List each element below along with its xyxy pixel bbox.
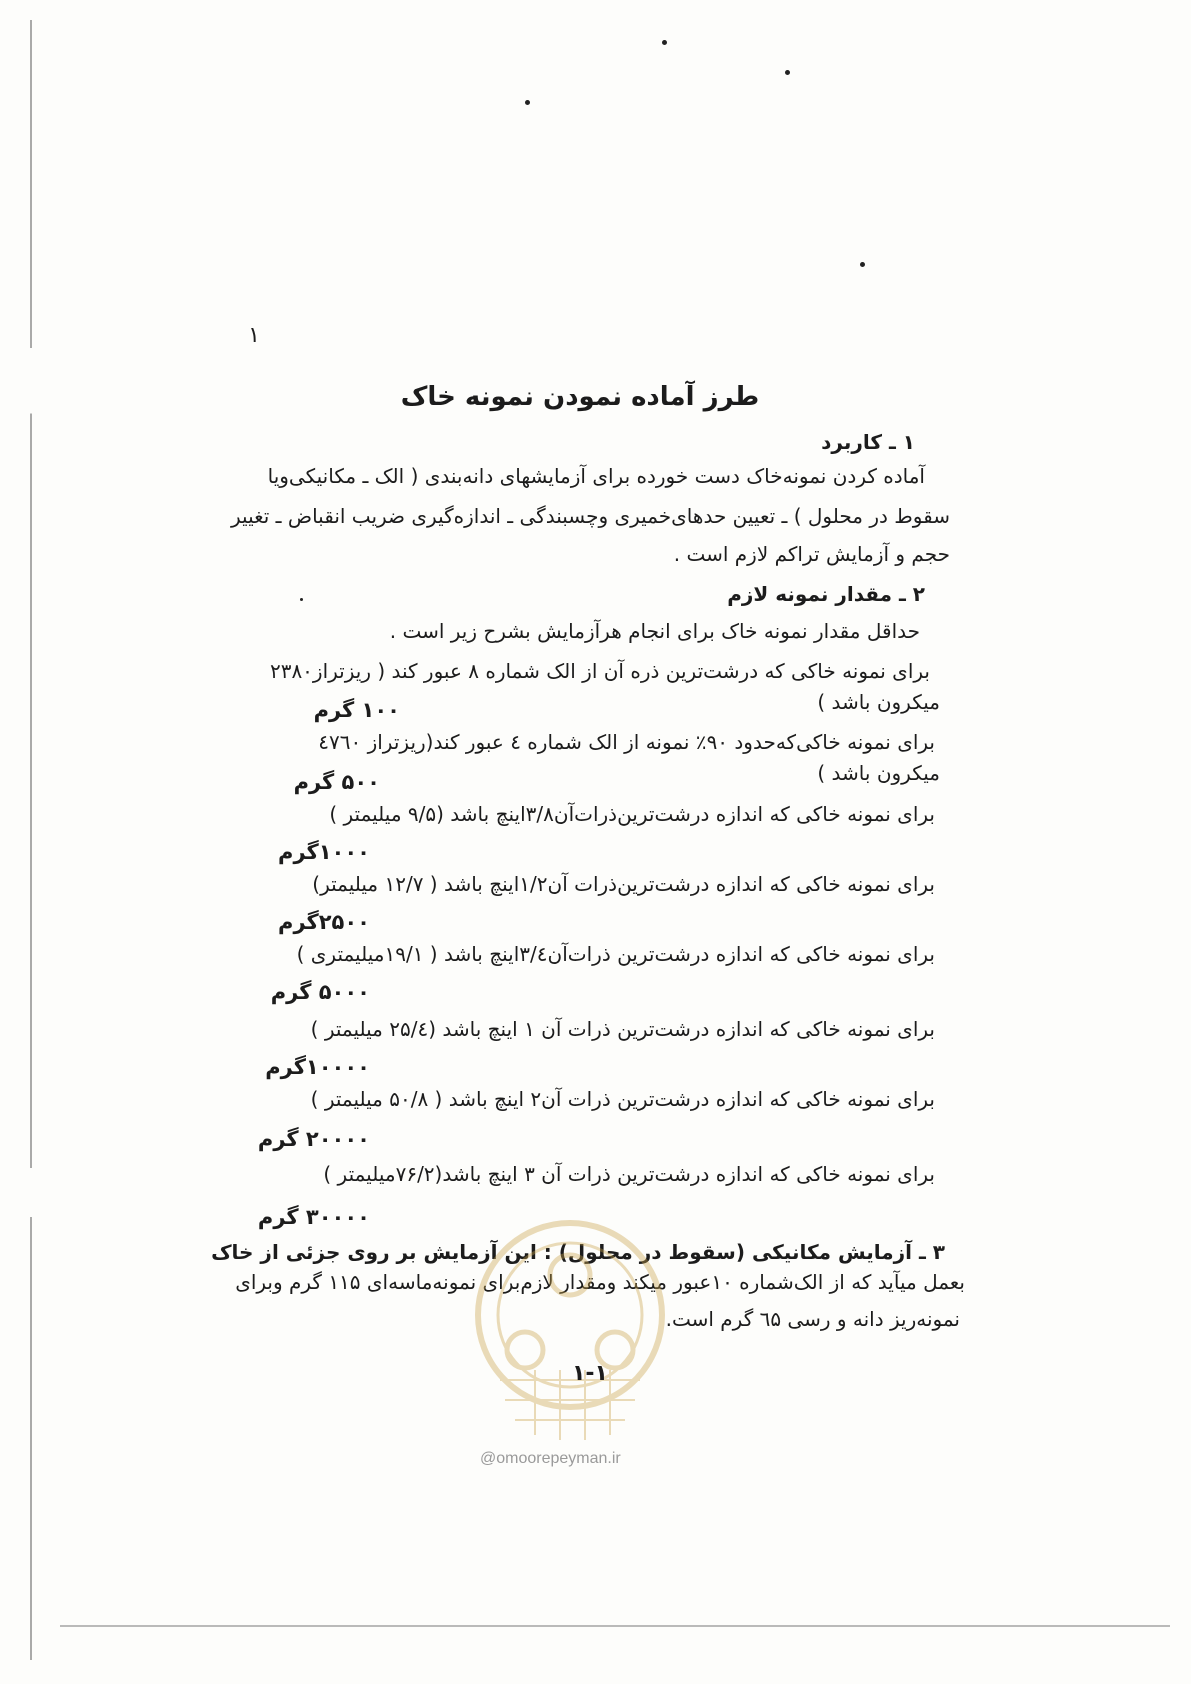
sample-amount: ۲۵۰۰گرم xyxy=(278,910,370,934)
requirement-line: برای نمونه خاکی که اندازه درشت‌ترین‌ذرات آن۱/۲اینچ باشد ( ۱۲/۷ میلیمتر) xyxy=(312,872,935,896)
requirement-line: میکرون باشد ) xyxy=(817,761,940,785)
text-line: بعمل میآید که از الک‌شماره ۱۰عبور میکند ومقدار لازم‌برای نمونه‌ماسه‌ای ۱۱۵ گرم وبرای xyxy=(235,1270,965,1294)
page-title: طرز آماده نمودن نمونه خاک xyxy=(400,382,760,412)
page-code: ۱-۱ xyxy=(572,1361,608,1386)
sample-amount: ۵۰۰۰ گرم xyxy=(270,980,370,1004)
sample-amount: ۵۰۰ گرم xyxy=(293,770,380,794)
section-heading-sample-amount: ۲ ـ مقدار نمونه لازم xyxy=(727,582,925,606)
page-number: ۱ xyxy=(248,323,260,348)
requirement-line: برای نمونه خاکی‌که‌حدود ۹۰٪ نمونه از الک شماره ٤ عبور کند(ریزتراز ٤٧٦٠ xyxy=(318,730,935,754)
scan-speck xyxy=(300,598,303,601)
scan-speck xyxy=(785,70,790,75)
text-line: آماده کردن نمونه‌خاک دست خورده برای آزمایشهای دانه‌بندی ( الک ـ مکانیکی‌ویا xyxy=(267,464,925,488)
sample-amount: ۱۰۰۰گرم xyxy=(278,840,370,864)
text-line: حداقل مقدار نمونه خاک برای انجام هرآزمایش بشرح زیر است . xyxy=(389,619,920,643)
requirement-line: برای نمونه خاکی که اندازه درشت‌ترین‌ذرات‌آن۳/۸اینچ باشد (۹/۵ میلیمتر ) xyxy=(329,802,935,826)
requirement-line: برای نمونه خاکی که اندازه درشت‌ترین ذرات‌آن۳/٤اینچ باشد ( ۱۹/۱میلیمتری ) xyxy=(296,942,935,966)
requirement-line: میکرون باشد ) xyxy=(817,690,940,714)
scan-speck xyxy=(662,40,667,45)
text-line: سقوط در محلول ) ـ تعیین حدهای‌خمیری وچسبندگی ـ اندازه‌گیری ضریب انقباض ـ تغییر xyxy=(231,504,950,528)
scan-speck xyxy=(860,262,865,267)
sample-amount: ۲۰۰۰۰ گرم xyxy=(257,1127,370,1151)
requirement-line: برای نمونه خاکی که درشت‌ترین ذره آن از الک شماره ۸ عبور کند ( ریزتراز۲۳۸۰ xyxy=(269,659,930,683)
bottom-margin-rule xyxy=(60,1625,1170,1627)
text-line: حجم و آزمایش تراکم لازم است . xyxy=(673,542,950,566)
text-line: نمونه‌ریز دانه و رسی ٦۵ گرم است. xyxy=(665,1307,960,1331)
section-heading-usage: ۱ ـ کاربرد xyxy=(821,430,915,454)
sample-amount: ۳۰۰۰۰ گرم xyxy=(257,1205,370,1229)
section-heading-mechanical-test: ۳ ـ آزمایش مکانیکی (سقوط در محلول) : این آزمایش بر روی جزئی از خاک xyxy=(211,1240,945,1264)
watermark-url: @omoorepeyman.ir xyxy=(480,1450,621,1467)
requirement-line: برای نمونه خاکی که اندازه درشت‌ترین ذرات آن ۳ اینچ باشد(۷۶/۲میلیمتر ) xyxy=(323,1162,935,1186)
publisher-seal-watermark xyxy=(465,1220,675,1450)
scan-speck xyxy=(525,100,530,105)
sample-amount: ۱۰۰۰۰گرم xyxy=(265,1055,370,1079)
requirement-line: برای نمونه خاکی که اندازه درشت‌ترین ذرات آن۲ اینچ باشد ( ۵۰/۸ میلیمتر ) xyxy=(310,1087,935,1111)
sample-amount: ۱۰۰ گرم xyxy=(313,698,400,722)
requirement-line: برای نمونه خاکی که اندازه درشت‌ترین ذرات آن ۱ اینچ باشد (۲۵/٤ میلیمتر ) xyxy=(310,1017,935,1041)
left-margin-rule xyxy=(30,20,32,1660)
